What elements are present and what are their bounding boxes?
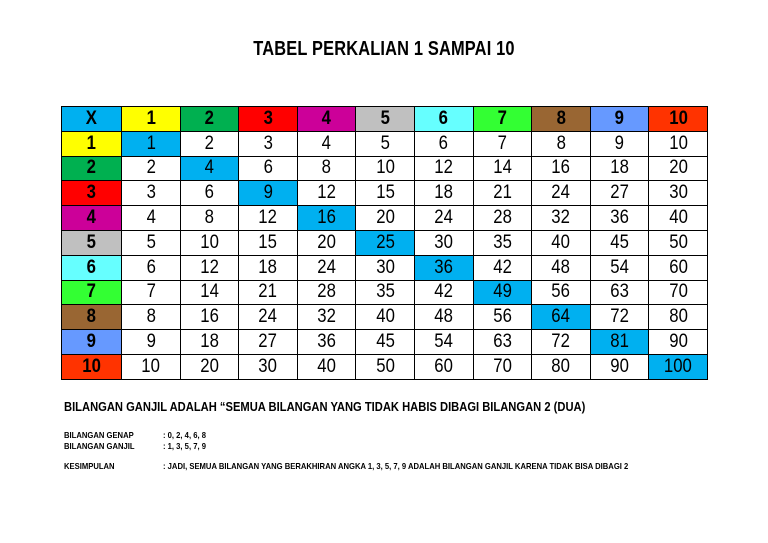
product-cell-text: 20 xyxy=(668,157,688,179)
product-cell-text: 32 xyxy=(317,306,336,328)
column-header xyxy=(239,107,298,132)
product-cell-text: 4 xyxy=(321,132,332,154)
product-cell-text: 14 xyxy=(493,157,512,179)
product-cell xyxy=(122,181,181,206)
product-cell-text: 70 xyxy=(668,281,688,303)
product-cell-text: 70 xyxy=(493,355,512,377)
product-cell-text: 50 xyxy=(375,355,395,377)
product-cell-text: 30 xyxy=(668,182,688,204)
product-cell xyxy=(532,181,591,206)
product-cell xyxy=(239,330,298,355)
row-header xyxy=(62,280,122,305)
table-row xyxy=(62,131,708,156)
product-cell-text: 3 xyxy=(146,182,156,204)
product-cell-text: 48 xyxy=(551,256,571,278)
column-header-text: 8 xyxy=(556,107,566,129)
product-cell xyxy=(239,305,298,330)
product-cell-text: 60 xyxy=(668,256,688,278)
product-cell xyxy=(649,305,708,330)
product-cell-text: 2 xyxy=(146,157,156,179)
column-header xyxy=(414,107,473,132)
product-cell xyxy=(590,280,649,305)
product-cell xyxy=(239,230,298,255)
product-cell-text: 6 xyxy=(263,157,273,179)
product-cell xyxy=(122,131,181,156)
product-cell xyxy=(473,181,532,206)
product-cell xyxy=(239,206,298,231)
product-cell xyxy=(414,305,473,330)
product-cell xyxy=(297,255,356,280)
product-cell-text: 4 xyxy=(146,207,156,229)
product-cell-text: 2 xyxy=(204,132,215,154)
product-cell xyxy=(414,156,473,181)
conclusion-label: KESIMPULAN xyxy=(64,461,115,471)
product-cell-text: 5 xyxy=(380,132,390,154)
product-cell xyxy=(122,305,181,330)
product-cell-text: 24 xyxy=(317,256,336,278)
product-cell xyxy=(473,206,532,231)
product-cell xyxy=(297,206,356,231)
product-cell-text: 49 xyxy=(493,281,512,303)
conclusion-value: : JADI, SEMUA BILANGAN YANG BERAKHIRAN ANGKA 1, 3, 5, 7, 9 ADALAH BILANGAN GANJIL KARENA TIDAK BISA DIBAGI 2 xyxy=(163,461,629,471)
product-cell-text: 8 xyxy=(321,157,332,179)
product-cell xyxy=(532,280,591,305)
corner-cell-text: X xyxy=(85,107,98,129)
product-cell xyxy=(239,255,298,280)
product-cell xyxy=(414,181,473,206)
product-cell xyxy=(532,131,591,156)
product-cell-text: 56 xyxy=(551,281,571,303)
product-cell-text: 40 xyxy=(668,207,688,229)
product-cell-text: 16 xyxy=(200,306,219,328)
product-cell xyxy=(473,230,532,255)
product-cell-text: 10 xyxy=(200,231,219,253)
product-cell xyxy=(649,230,708,255)
row-header xyxy=(62,206,122,231)
product-cell-text: 4 xyxy=(204,157,215,179)
product-cell xyxy=(473,330,532,355)
product-cell-text: 48 xyxy=(434,306,454,328)
product-cell-text: 20 xyxy=(317,231,336,253)
row-header-text: 8 xyxy=(86,306,97,328)
product-cell-text: 27 xyxy=(610,182,629,204)
product-cell-text: 12 xyxy=(258,207,278,229)
product-cell-text: 30 xyxy=(375,256,395,278)
column-header-text: 3 xyxy=(263,107,273,129)
table-row xyxy=(62,354,708,379)
product-cell-text: 36 xyxy=(434,256,454,278)
product-cell xyxy=(297,181,356,206)
even-label: BILANGAN GENAP xyxy=(64,430,134,440)
product-cell-text: 28 xyxy=(317,281,336,303)
product-cell xyxy=(473,131,532,156)
product-cell-text: 12 xyxy=(434,157,454,179)
column-header-text: 4 xyxy=(321,107,332,129)
column-header xyxy=(590,107,649,132)
product-cell-text: 30 xyxy=(258,355,278,377)
product-cell xyxy=(649,280,708,305)
product-cell-text: 20 xyxy=(375,207,395,229)
product-cell-text: 24 xyxy=(551,182,571,204)
row-header-text: 1 xyxy=(86,132,97,154)
product-cell xyxy=(649,206,708,231)
product-cell xyxy=(590,354,649,379)
page-title: TABEL PERKALIAN 1 SAMPAI 10 xyxy=(253,38,515,60)
row-header xyxy=(62,354,122,379)
product-cell-text: 25 xyxy=(375,231,395,253)
row-header-text: 7 xyxy=(86,281,97,303)
product-cell xyxy=(414,280,473,305)
product-cell-text: 81 xyxy=(610,331,629,353)
odd-number-statement: BILANGAN GANJIL ADALAH “SEMUA BILANGAN YANG TIDAK HABIS DIBAGI BILANGAN 2 (DUA) xyxy=(64,399,586,414)
product-cell xyxy=(122,255,181,280)
column-header xyxy=(356,107,415,132)
table-row xyxy=(62,305,708,330)
product-cell-text: 18 xyxy=(434,182,454,204)
product-cell xyxy=(239,156,298,181)
product-cell xyxy=(473,305,532,330)
product-cell-text: 9 xyxy=(614,132,625,154)
product-cell xyxy=(356,330,415,355)
product-cell xyxy=(180,206,239,231)
product-cell xyxy=(473,280,532,305)
product-cell xyxy=(532,305,591,330)
product-cell xyxy=(356,354,415,379)
product-cell-text: 14 xyxy=(200,281,219,303)
product-cell-text: 45 xyxy=(375,331,395,353)
column-header xyxy=(532,107,591,132)
product-cell xyxy=(414,131,473,156)
corner-cell xyxy=(62,107,122,132)
product-cell xyxy=(239,354,298,379)
product-cell-text: 45 xyxy=(610,231,629,253)
product-cell xyxy=(122,230,181,255)
product-cell xyxy=(649,181,708,206)
row-header xyxy=(62,181,122,206)
product-cell xyxy=(590,255,649,280)
table-row xyxy=(62,330,708,355)
product-cell xyxy=(297,330,356,355)
product-cell xyxy=(473,156,532,181)
product-cell xyxy=(122,156,181,181)
product-cell xyxy=(532,255,591,280)
product-cell-text: 54 xyxy=(610,256,629,278)
column-header xyxy=(180,107,239,132)
product-cell-text: 64 xyxy=(551,306,571,328)
product-cell-text: 90 xyxy=(610,355,629,377)
column-header xyxy=(473,107,532,132)
product-cell xyxy=(297,230,356,255)
product-cell-text: 30 xyxy=(434,231,454,253)
product-cell xyxy=(122,354,181,379)
product-cell xyxy=(180,305,239,330)
product-cell xyxy=(590,181,649,206)
column-header-text: 6 xyxy=(439,107,449,129)
product-cell-text: 9 xyxy=(146,331,156,353)
product-cell-text: 63 xyxy=(493,331,512,353)
multiplication-table xyxy=(61,106,708,380)
product-cell-text: 40 xyxy=(375,306,395,328)
table-row xyxy=(62,206,708,231)
column-header xyxy=(122,107,181,132)
product-cell xyxy=(297,354,356,379)
product-cell-text: 36 xyxy=(317,331,336,353)
product-cell-text: 8 xyxy=(556,132,566,154)
product-cell xyxy=(414,230,473,255)
product-cell xyxy=(122,330,181,355)
product-cell xyxy=(356,181,415,206)
product-cell xyxy=(649,330,708,355)
product-cell-text: 27 xyxy=(258,331,278,353)
row-header xyxy=(62,156,122,181)
product-cell xyxy=(180,230,239,255)
product-cell-text: 63 xyxy=(610,281,629,303)
product-cell xyxy=(356,255,415,280)
product-cell-text: 24 xyxy=(258,306,278,328)
product-cell-text: 10 xyxy=(375,157,395,179)
product-cell xyxy=(532,354,591,379)
product-cell xyxy=(414,354,473,379)
product-cell xyxy=(414,206,473,231)
product-cell xyxy=(180,354,239,379)
product-cell-text: 42 xyxy=(493,256,512,278)
table-row xyxy=(62,230,708,255)
product-cell xyxy=(356,206,415,231)
product-cell xyxy=(356,156,415,181)
product-cell-text: 28 xyxy=(493,207,512,229)
product-cell-text: 40 xyxy=(551,231,571,253)
product-cell xyxy=(590,131,649,156)
product-cell xyxy=(356,305,415,330)
row-header-text: 9 xyxy=(86,331,97,353)
product-cell-text: 6 xyxy=(204,182,215,204)
product-cell-text: 40 xyxy=(317,355,336,377)
column-header-text: 10 xyxy=(668,107,688,129)
row-header-text: 10 xyxy=(82,355,101,377)
product-cell-text: 15 xyxy=(258,231,278,253)
product-cell-text: 5 xyxy=(146,231,156,253)
product-cell xyxy=(180,280,239,305)
product-cell-text: 9 xyxy=(263,182,273,204)
product-cell-text: 18 xyxy=(610,157,629,179)
row-header-text: 6 xyxy=(86,256,97,278)
product-cell xyxy=(590,206,649,231)
product-cell-text: 32 xyxy=(551,207,571,229)
row-header xyxy=(62,305,122,330)
product-cell xyxy=(180,255,239,280)
product-cell-text: 20 xyxy=(200,355,219,377)
product-cell-text: 80 xyxy=(551,355,571,377)
product-cell xyxy=(649,255,708,280)
product-cell xyxy=(532,206,591,231)
product-cell xyxy=(590,330,649,355)
product-cell-text: 18 xyxy=(200,331,219,353)
product-cell-text: 3 xyxy=(263,132,273,154)
product-cell xyxy=(649,131,708,156)
product-cell xyxy=(532,156,591,181)
product-cell-text: 36 xyxy=(610,207,629,229)
product-cell-text: 42 xyxy=(434,281,454,303)
product-cell-text: 72 xyxy=(610,306,629,328)
product-cell xyxy=(297,305,356,330)
product-cell-text: 35 xyxy=(375,281,395,303)
product-cell xyxy=(180,131,239,156)
product-cell xyxy=(297,280,356,305)
row-header xyxy=(62,131,122,156)
product-cell xyxy=(649,354,708,379)
column-header-text: 1 xyxy=(146,107,156,129)
product-cell xyxy=(239,131,298,156)
product-cell-text: 60 xyxy=(434,355,454,377)
table-row xyxy=(62,181,708,206)
header-row xyxy=(62,107,708,132)
row-header xyxy=(62,255,122,280)
product-cell-text: 6 xyxy=(439,132,449,154)
product-cell xyxy=(414,255,473,280)
product-cell xyxy=(356,280,415,305)
row-header-text: 2 xyxy=(86,157,97,179)
product-cell-text: 12 xyxy=(200,256,219,278)
product-cell xyxy=(122,280,181,305)
product-cell xyxy=(180,156,239,181)
product-cell-text: 54 xyxy=(434,331,454,353)
product-cell-text: 1 xyxy=(146,132,156,154)
product-cell-text: 56 xyxy=(493,306,512,328)
product-cell-text: 16 xyxy=(551,157,571,179)
product-cell-text: 7 xyxy=(497,132,508,154)
product-cell xyxy=(473,354,532,379)
table-row xyxy=(62,156,708,181)
product-cell xyxy=(297,156,356,181)
column-header-text: 5 xyxy=(380,107,390,129)
column-header xyxy=(297,107,356,132)
product-cell-text: 6 xyxy=(146,256,156,278)
product-cell xyxy=(180,181,239,206)
product-cell xyxy=(180,330,239,355)
product-cell-text: 21 xyxy=(258,281,278,303)
product-cell xyxy=(297,131,356,156)
product-cell-text: 24 xyxy=(434,207,454,229)
product-cell-text: 10 xyxy=(668,132,688,154)
product-cell-text: 100 xyxy=(664,355,693,377)
odd-value: : 1, 3, 5, 7, 9 xyxy=(163,441,206,451)
product-cell-text: 72 xyxy=(551,331,571,353)
product-cell-text: 18 xyxy=(258,256,278,278)
product-cell-text: 80 xyxy=(668,306,688,328)
product-cell xyxy=(122,206,181,231)
product-cell xyxy=(356,230,415,255)
row-header-text: 4 xyxy=(86,207,97,229)
product-cell xyxy=(356,131,415,156)
odd-label: BILANGAN GANJIL xyxy=(64,441,135,451)
product-cell xyxy=(473,255,532,280)
even-value: : 0, 2, 4, 6, 8 xyxy=(163,430,206,440)
product-cell-text: 35 xyxy=(493,231,512,253)
column-header-text: 2 xyxy=(204,107,215,129)
product-cell-text: 16 xyxy=(317,207,336,229)
row-header-text: 5 xyxy=(86,231,97,253)
product-cell xyxy=(532,230,591,255)
table-row xyxy=(62,255,708,280)
product-cell xyxy=(590,305,649,330)
row-header-text: 3 xyxy=(86,182,97,204)
product-cell xyxy=(532,330,591,355)
product-cell-text: 90 xyxy=(668,331,688,353)
product-cell xyxy=(239,280,298,305)
product-cell xyxy=(590,156,649,181)
row-header xyxy=(62,330,122,355)
product-cell xyxy=(239,181,298,206)
product-cell xyxy=(649,156,708,181)
product-cell-text: 12 xyxy=(317,182,336,204)
column-header-text: 7 xyxy=(497,107,508,129)
product-cell-text: 15 xyxy=(375,182,395,204)
product-cell-text: 7 xyxy=(146,281,156,303)
table-row xyxy=(62,280,708,305)
product-cell-text: 8 xyxy=(146,306,156,328)
product-cell xyxy=(590,230,649,255)
product-cell-text: 10 xyxy=(141,355,161,377)
column-header xyxy=(649,107,708,132)
product-cell-text: 50 xyxy=(668,231,688,253)
product-cell xyxy=(414,330,473,355)
column-header-text: 9 xyxy=(614,107,625,129)
row-header xyxy=(62,230,122,255)
product-cell-text: 21 xyxy=(493,182,512,204)
product-cell-text: 8 xyxy=(204,207,215,229)
